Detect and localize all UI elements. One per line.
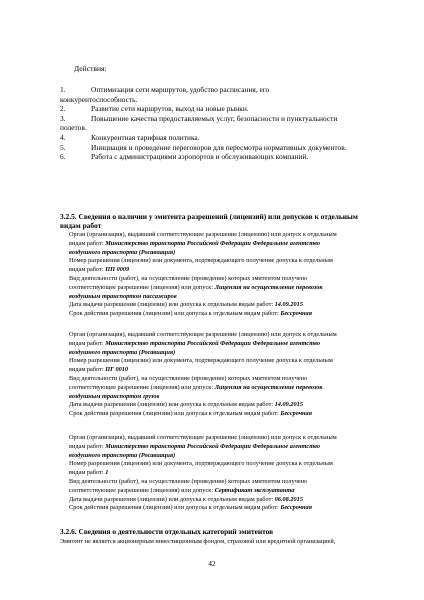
organ-value-cont: воздушного транспорта (Росавиация)	[69, 248, 176, 256]
activity-value-line: соответствующее разрешение (лицензия) или допуск: Лицензия на осуществление перевозок	[69, 283, 323, 291]
list-item	[60, 85, 382, 95]
organ-value: Министерство транспорта Российской Федерации Федеральное агентство	[105, 442, 321, 450]
validity-line: Срок действия разрешения (лицензии) или допуска к отдельным видам работ: Бессрочная	[69, 310, 312, 318]
list-item	[60, 104, 382, 114]
list-item-text: Развитие сети маршрутов, выход на новые рынки.	[91, 104, 249, 114]
list-item-number: 5.	[60, 142, 66, 152]
issue-date: 14.09.2015	[274, 301, 303, 309]
license-block	[69, 231, 381, 319]
organ-value: Министерство транспорта Российской Федерации Федеральное агентство	[105, 239, 321, 247]
activity-value-cont: воздушным транспортом грузов	[69, 392, 160, 400]
activity-value: Лицензия на осуществление перевозок	[214, 283, 323, 291]
list-item-continuation: полетов.	[60, 123, 87, 133]
organ-value-line: видам работ: Министерство транспорта Российской Федерации Федеральное агентство	[69, 442, 321, 450]
activity-value: Сертификат эксплуатанта	[214, 486, 295, 494]
list-item-text: Конкурентная тарифная политика.	[91, 132, 200, 142]
list-item	[60, 143, 382, 153]
issue-date-line: Дата выдачи разрешения (лицензии) или допуска к отдельным видам работ: 06.08.2015	[69, 495, 303, 503]
list-item-text: Работа с администрациями аэропортов и обслуживающих компаний.	[91, 152, 309, 162]
organ-label-line: Орган (организация), выдавший соответствующее разрешение (лицензию) или допуск к отдельным	[69, 231, 337, 238]
validity-line: Срок действия разрешения (лицензии) или допуска к отдельным видам работ: Бессрочная	[69, 410, 312, 418]
list-item-number: 4.	[60, 132, 66, 142]
actions-heading: Действия:	[74, 64, 107, 73]
list-item	[60, 114, 382, 124]
issue-date: 14.09.2015	[274, 401, 303, 409]
number-value-line: видам работ: ПП 0009	[69, 266, 130, 274]
validity-value: Бессрочная	[280, 410, 312, 418]
organ-label-line: Орган (организация), выдавший соответствующее разрешение (лицензию) или допуск к отдельным	[69, 331, 337, 338]
list-item-text: Повышение качества предоставляемых услуг, безопасности и пунктуальности	[91, 113, 338, 123]
section-326-heading: 3.2.6. Сведения о деятельности отдельных категорий эмитентов	[60, 527, 274, 536]
list-item	[60, 133, 382, 143]
validity-value: Бессрочная	[280, 310, 312, 318]
list-item-number: 3.	[60, 113, 66, 123]
license-block	[69, 434, 381, 513]
list-item	[60, 152, 382, 162]
list-item-continuation: конкурентоспособность.	[60, 94, 138, 104]
organ-value-line: видам работ: Министерство транспорта Российской Федерации Федеральное агентство	[69, 339, 321, 347]
number-label-line: Номер разрешения (лицензии) или документа, подтверждающего получение допуска к отдельным	[69, 357, 333, 365]
activity-label-line: Вид деятельности (работ), на осуществление (проведение) которых эмитентом получено	[69, 477, 308, 485]
page-number: 42	[208, 560, 216, 568]
organ-label-line: Орган (организация), выдавший соответствующее разрешение (лицензию) или допуск к отдельным	[69, 434, 337, 441]
issue-date: 06.08.2015	[274, 495, 303, 503]
activity-value-line: соответствующее разрешение (лицензия) или допуск: Лицензия на осуществление перевозок	[69, 383, 323, 391]
list-item-number: 6.	[60, 152, 66, 162]
validity-line: Срок действия разрешения (лицензии) или допуска к отдельным видам работ: Бессрочная	[69, 504, 312, 512]
section-325-heading: 3.2.5. Сведения о наличии у эмитента разрешений (лицензий) или допусков к отдельным видам работ	[60, 212, 358, 230]
activity-value: Лицензия на осуществление перевозок	[214, 383, 323, 391]
actions-list	[60, 85, 382, 162]
list-item-number: 2.	[60, 104, 66, 114]
section-326-text: Эмитент не является акционерным инвестиционным фондом, страховой или кредитной организацией,	[60, 538, 336, 545]
license-block	[69, 331, 381, 419]
license-number: ПГ 0010	[105, 366, 129, 374]
organ-value: Министерство транспорта Российской Федерации Федеральное агентство	[105, 339, 321, 347]
number-value-line: видам работ: 1	[69, 469, 109, 477]
activity-label-line: Вид деятельности (работ), на осуществление (проведение) которых эмитентом получено	[69, 374, 308, 382]
list-item-number: 1.	[60, 85, 66, 94]
organ-value-cont: воздушного транспорта (Росавиация)	[69, 451, 176, 459]
license-number: ПП 0009	[105, 266, 130, 274]
number-label-line: Номер разрешения (лицензии) или документа, подтверждающего получение допуска к отдельным	[69, 460, 333, 468]
validity-value: Бессрочная	[280, 504, 312, 512]
organ-value-line: видам работ: Министерство транспорта Российской Федерации Федеральное агентство	[69, 239, 321, 247]
number-label-line: Номер разрешения (лицензии) или документа, подтверждающего получение допуска к отдельным	[69, 257, 333, 265]
license-number: 1	[105, 469, 109, 477]
activity-label-line: Вид деятельности (работ), на осуществление (проведение) которых эмитентом получено	[69, 274, 308, 282]
activity-value-cont: воздушным транспортом пассажиров	[69, 292, 177, 300]
organ-value-cont: воздушного транспорта (Росавиация)	[69, 348, 176, 356]
issue-date-line: Дата выдачи разрешения (лицензии) или допуска к отдельным видам работ: 14.09.2015	[69, 401, 303, 409]
list-item-text: Инициация и проведение переговоров для пересмотра нормативных документов.	[91, 142, 347, 152]
number-value-line: видам работ: ПГ 0010	[69, 366, 129, 374]
activity-value-line: соответствующее разрешение (лицензия) или допуск: Сертификат эксплуатанта	[69, 486, 295, 494]
list-item-text: Оптимизация сети маршрутов, удобство расписания, его	[91, 85, 270, 94]
issue-date-line: Дата выдачи разрешения (лицензии) или допуска к отдельным видам работ: 14.09.2015	[69, 301, 303, 309]
